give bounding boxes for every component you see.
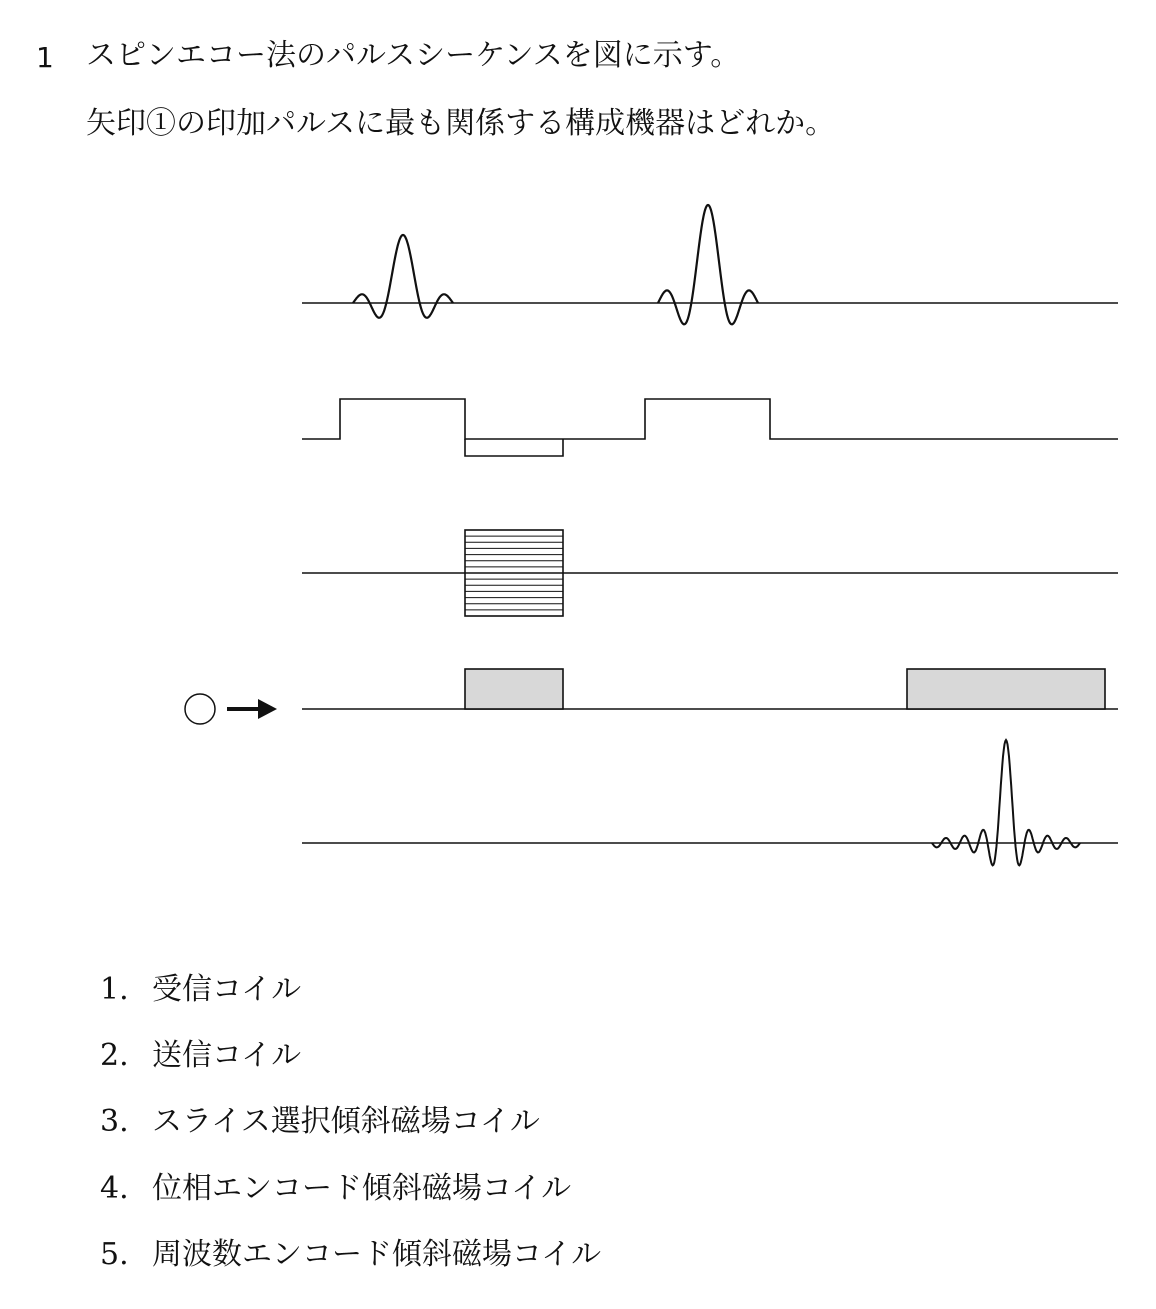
choice-number: 2. (100, 1038, 129, 1073)
arrowhead-icon (258, 699, 277, 719)
echo-signal (932, 740, 1080, 865)
choice-5[interactable] (100, 1235, 601, 1275)
choice-text: 受信コイル (152, 972, 302, 1007)
arrow-label-circle (185, 694, 215, 724)
choice-4[interactable] (100, 1169, 571, 1209)
slice-gradient-waveform (302, 399, 1118, 439)
phase-encode-steps (465, 536, 563, 610)
slice-rephase-lobe (465, 439, 563, 456)
choice-2[interactable] (100, 1036, 301, 1076)
choice-3[interactable] (100, 1102, 540, 1142)
choice-1[interactable] (100, 970, 301, 1010)
question-number: 1 (36, 41, 54, 74)
choice-text: スライス選択傾斜磁場コイル (152, 1104, 540, 1139)
rf-pulse-90 (353, 235, 453, 318)
choice-text: 周波数エンコード傾斜磁場コイル (152, 1237, 602, 1272)
question-text-line2: 矢印①の印加パルスに最も関係する構成機器はどれか。 (86, 106, 836, 141)
choice-number: 1. (100, 972, 129, 1007)
question-text-line1: スピンエコー法のパルスシーケンスを図に示す。 (86, 38, 741, 73)
choice-number: 3. (100, 1104, 129, 1139)
frequency-dephase-lobe (465, 669, 563, 709)
frequency-readout-lobe (907, 669, 1105, 709)
choice-text: 位相エンコード傾斜磁場コイル (152, 1171, 572, 1206)
arrow-marker (185, 694, 277, 724)
choice-number: 4. (100, 1171, 129, 1206)
choice-number: 5. (100, 1237, 129, 1272)
rf-pulse-180 (658, 205, 758, 324)
pulse-sequence-diagram (0, 180, 1156, 900)
choice-text: 送信コイル (152, 1038, 302, 1073)
